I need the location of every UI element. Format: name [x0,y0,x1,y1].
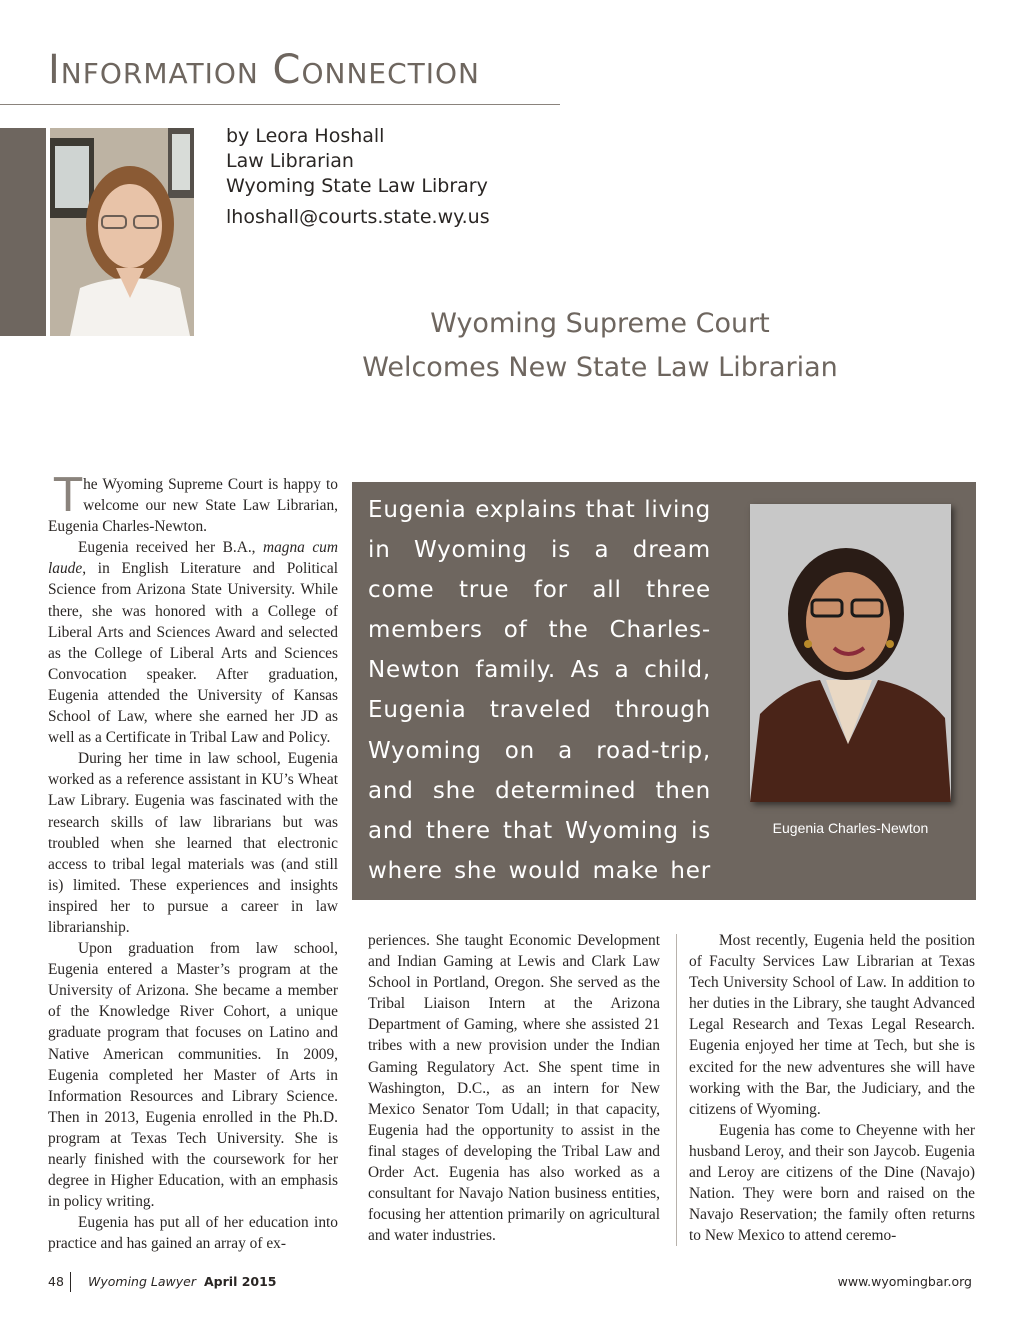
decorative-side-bar [0,128,46,336]
paragraph [48,537,338,748]
paragraph-text: , in English Literature and Political Science from Arizona State University. While there, she was honored with a College of Liberal Arts and Sciences Award and selected as the College of Liberal Arts and Sciences Convocation speaker. After graduation, Eugenia attended the University of Kansas School of Law, where she earned her JD as well as a Certificate in Tribal Law and Policy. [48,560,338,747]
byline-author: by Leora Hoshall [226,125,385,147]
column-divider [676,934,677,1246]
paragraph: Eugenia has put all of her education into practice and has gained an array of ex- [48,1214,338,1253]
author-photo [50,128,194,336]
headline-line-1: Wyoming Supreme Court [430,308,770,339]
subject-photo [750,504,951,802]
article-column-2 [368,930,660,1246]
italic-phrase: magna cum laude [48,539,338,578]
publication-name: Wyoming Lawyer [88,1274,196,1289]
byline-organization: Wyoming State Law Library [226,175,488,197]
page-footer [48,1272,976,1294]
paragraph [48,468,338,537]
issue-date: April 2015 [204,1274,277,1289]
subject-portrait-illustration [750,504,951,802]
section-title: Information Connection [48,47,480,93]
pull-quote-box [352,482,976,924]
paragraph: During her time in law school, Eugenia worked as a reference assistant in KU’s Wheat Law Library. Eugenia was fascinated with the research skills of law librarians but was troubled when she learned that electronic access to tribal legal materials was (and still is) limited. These experiences and insights inspired her to pursue a career in law librarianship. [48,750,338,936]
paragraph: Upon graduation from law school, Eugenia entered a Master’s program at the University of Arizona. She became a member of the Knowledge River Cohort, a unique graduate program that focuses on Latino and Native American communities. In 2009, Eugenia completed her Master of Arts in Information Resources and Library Science. Then in 2013, Eugenia enrolled in the Ph.D. program at Texas Tech University. She is nearly finished with the coursework for her degree in Higher Education, with an emphasis in policy writing. [48,940,338,1211]
paragraph: Most recently, Eugenia held the position of Faculty Services Law Librarian at Texas Tech University School of Law. In addition to her duties in the Library, she taught Advanced Legal Research and Texas Legal Research. Eugenia enjoyed her time at Tech, but she is excited for the new adventures she will have working with the Bar, the Judiciary, and the citizens of Wyoming. [689,932,975,1118]
author-portrait-illustration [50,128,194,336]
website-link[interactable]: www.wyomingbar.org [837,1274,972,1289]
photo-caption: Eugenia Charles-Newton [772,820,929,836]
footer-divider [70,1272,71,1292]
page-number: 48 [48,1274,64,1289]
headline-line-2: Welcomes New State Law Librarian [362,352,838,383]
article-column-1 [48,468,338,1254]
title-rule [0,104,560,105]
paragraph: periences. She taught Economic Development and Indian Gaming at Lewis and Clark Law School in Portland, Oregon. She served as the Tribal Liaison Intern at the Arizona Department of Gaming, where she assisted 21 tribes with a new provision under the Indian Gaming Regulatory Act. She spent time in Washington, D.C., as an intern for New Mexico Senator Tom Udall; in that capacity, Eugenia had the opportunity to assist in the final stages of developing the Tribal Law and Order Act. Eugenia has also worked as a consultant for Navajo Nation business entities, focusing her attention primarily on agricultural and water industries. [368,932,660,1245]
byline-role: Law Librarian [226,150,354,172]
paragraph-text: he Wyoming Supreme Court is happy to welcome our new State Law Librarian, Eugenia Charles-Newton. [48,476,338,536]
article-column-3 [689,930,975,1246]
paragraph: Eugenia has come to Cheyenne with her husband Leroy, and their son Jaycob. Eugenia and Leroy are citizens of the Dine (Navajo) Nation. They were born and raised on the Navajo Reservation; the family often returns to New Mexico to attend ceremo- [689,1121,975,1245]
pull-quote: Eugenia explains that living in Wyoming is a dream come true for all three members of the Charles-Newton family. As a child, Eugenia traveled through Wyoming on a road-trip, and she determined then and there that Wyoming is where she would make her home. [368,497,711,924]
byline-email[interactable]: lhoshall@courts.state.wy.us [226,206,490,228]
article-headline [320,302,880,390]
paragraph-text: Eugenia received her B.A., [78,539,263,557]
byline [226,124,490,230]
drop-cap: T [54,468,83,522]
